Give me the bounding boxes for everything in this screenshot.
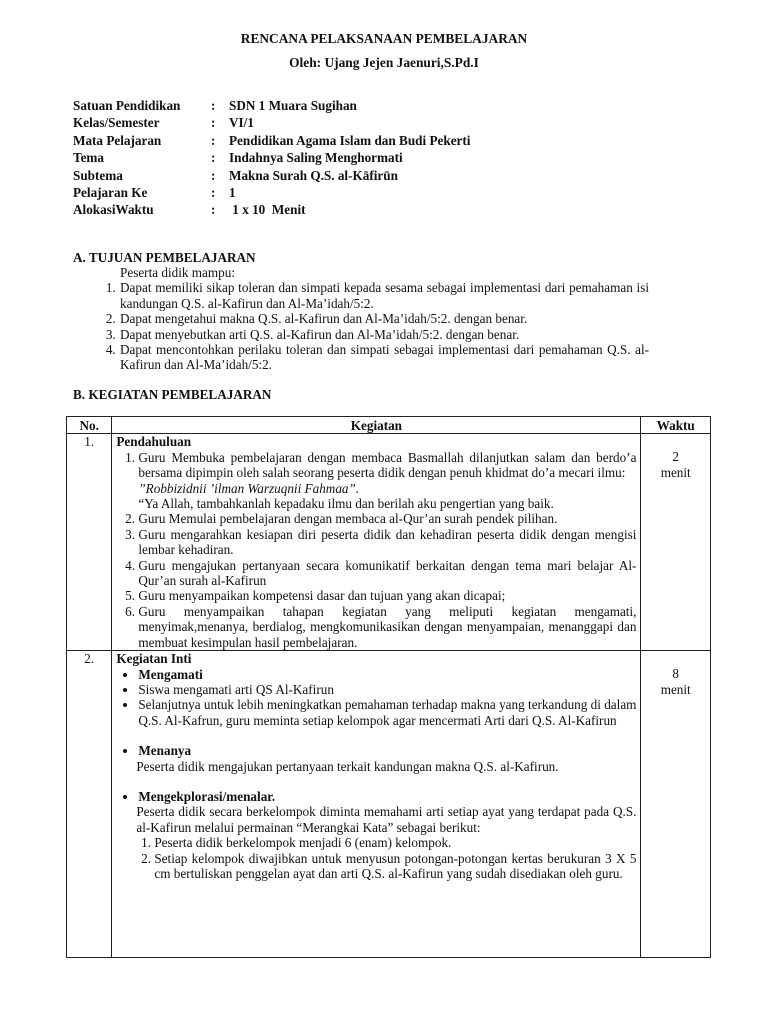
table-row xyxy=(67,434,711,651)
col-header-no: No. xyxy=(67,417,112,434)
info-label: Subtema xyxy=(73,167,123,183)
info-colon: : xyxy=(211,115,216,131)
waktu-number: 8 xyxy=(672,666,680,682)
list-item: 2. Dapat mengetahui makna Q.S. al-Kafirun dan Al-Ma’idah/5:2. dengan benar. xyxy=(119,311,649,326)
waktu-unit: menit xyxy=(660,464,691,480)
info-row xyxy=(73,133,470,150)
info-value: 1 x 10 Menit xyxy=(229,202,306,218)
info-row xyxy=(73,202,470,219)
info-label: Mata Pelajaran xyxy=(73,132,162,148)
eksplorasi-list xyxy=(116,789,636,804)
info-colon: : xyxy=(211,202,216,218)
list-item: 4. Dapat mencontohkan perilaku toleran dan simpati sebagai implementasi dari pemahaman Q.S. al-Kafirun dan Al-Ma’idah/5:2. xyxy=(119,342,649,373)
list-item: • Mengekplorasi/menalar. xyxy=(138,789,636,804)
list-item: 4. Guru mengajukan pertanyaan secara komunikatif berkaitan dengan tema mari belajar Al-Qur’an surah al-Kafirun xyxy=(138,558,636,589)
info-colon: : xyxy=(211,150,216,166)
eksplorasi-text: Peserta didik secara berkelompok diminta memahami arti setiap ayat yang terdapat pada Q.S. al-Kafirun melalui permainan “Merangkai Kata” sebagai berikut: xyxy=(136,804,637,835)
document-title: RENCANA PELAKSANAAN PEMBELAJARAN xyxy=(240,31,528,46)
inti-cell xyxy=(112,651,641,958)
info-value: 1 xyxy=(229,184,236,200)
waktu-unit: menit xyxy=(660,681,691,697)
list-item: 2. Setiap kelompok diwajibkan untuk menyusun potongan-potongan kertas berukuran 3 X 5 cm bertuliskan penggelan ayat dan arti Q.S. al-Kafirun yang sudah disediakan oleh guru. xyxy=(154,851,636,882)
mengamati-list xyxy=(116,667,636,729)
goals-intro: Peserta didik mampu: xyxy=(120,265,236,280)
list-item: 1. Peserta didik berkelompok menjadi 6 (enam) kelompok. xyxy=(154,835,636,850)
info-label: AlokasiWaktu xyxy=(73,202,154,218)
info-colon: : xyxy=(211,167,216,183)
info-colon: : xyxy=(211,132,216,148)
activities-table xyxy=(66,416,711,958)
list-item: 6. Guru menyampaikan tahapan kegiatan yang meliputi kegiatan mengamati, menyimak,menanya, berdialog, mengkomunikasikan dengan menyampaian, menanggapi dan membuat kesimpulan hasil pembelajaran. xyxy=(138,604,636,650)
info-value: SDN 1 Muara Sugihan xyxy=(229,98,357,113)
document-author: Oleh: Ujang Jejen Jaenuri,S.Pd.I xyxy=(289,55,479,70)
menanya-text: Peserta didik mengajukan pertanyaan terkait kandungan makna Q.S. al-Kafirun. xyxy=(136,758,559,774)
info-row xyxy=(73,115,470,132)
info-value: Pendidikan Agama Islam dan Budi Pekerti xyxy=(229,132,471,148)
learning-goals xyxy=(73,265,649,373)
pendahuluan-title: Pendahuluan xyxy=(116,434,192,450)
info-colon: : xyxy=(211,98,216,113)
waktu-number: 2 xyxy=(672,449,680,465)
table-row xyxy=(67,651,711,958)
list-item: 1. Guru Membuka pembelajaran dengan membaca Basmallah dilanjutkan salam dan berdo’a bersama dipimpin oleh salah seorang peserta didik dengan penuh khidmat do’a mecari ilmu: xyxy=(138,450,636,481)
list-item: 3. Dapat menyebutkan arti Q.S. al-Kafirun dan Al-Ma’idah/5:2. dengan benar. xyxy=(119,327,649,342)
info-row xyxy=(73,150,470,167)
waktu-cell xyxy=(641,434,711,651)
list-item: 3. Guru mengarahkan kesiapan diri peserta didik dan kehadiran peserta didik dengan mengisi lembar kehadiran. xyxy=(138,527,636,558)
identity-block xyxy=(73,98,470,220)
section-b-heading: B. KEGIATAN PEMBELAJARAN xyxy=(73,387,272,402)
info-value: VI/1 xyxy=(229,115,254,131)
info-label: Tema xyxy=(73,150,105,166)
info-label: Kelas/Semester xyxy=(73,115,160,131)
goals-list xyxy=(73,280,649,372)
list-item: 1. Dapat memiliki sikap toleran dan simpati kepada sesama sebagai implementasi dari pemahaman isi kandungan Q.S. al-Kafirun dan Al-Ma’idah/5:2. xyxy=(119,280,649,311)
eksplorasi-steps xyxy=(116,835,636,881)
pendahuluan-cell xyxy=(112,434,641,651)
list-item: • Siswa mengamati arti QS Al-Kafirun xyxy=(138,682,636,697)
info-label: Satuan Pendidikan xyxy=(73,98,181,113)
list-item: • Mengamati xyxy=(138,667,636,682)
info-value: Makna Surah Q.S. al-Kāfirūn xyxy=(229,167,398,183)
info-row xyxy=(73,185,470,202)
row-number: 1. xyxy=(67,434,112,651)
row-number: 2. xyxy=(67,651,112,958)
list-item: 5. Guru menyampaikan kompetensi dasar dan tujuan yang akan dicapai; xyxy=(138,588,636,603)
info-row xyxy=(73,168,470,185)
prayer-arabic-latin: ”Robbizidnii ’ilman Warzuqnii Fahmaa”. xyxy=(138,480,360,496)
pendahuluan-steps xyxy=(116,511,636,650)
inti-title: Kegiatan Inti xyxy=(116,651,192,667)
prayer-translation: “Ya Allah, tambahkanlah kepadaku ilmu dan berilah aku pengertian yang baik. xyxy=(138,496,554,512)
pendahuluan-step-1 xyxy=(116,450,636,481)
list-item: • Selanjutnya untuk lebih meningkatkan pemahaman terhadap makna yang terkandung di dalam Q.S. Al-Kafrun, guru meminta setiap kelompok agar mencermati Arti dari Q.S. Al-Kafirun xyxy=(138,697,636,728)
list-item: • Menanya xyxy=(138,743,636,758)
menanya-list xyxy=(116,743,636,758)
col-header-waktu: Waktu xyxy=(641,417,711,434)
info-label: Pelajaran Ke xyxy=(73,184,148,200)
info-value: Indahnya Saling Menghormati xyxy=(229,150,403,166)
waktu-cell xyxy=(641,651,711,958)
section-a-heading: A. TUJUAN PEMBELAJARAN xyxy=(73,250,256,265)
info-row xyxy=(73,98,470,115)
list-item: 2. Guru Memulai pembelajaran dengan membaca al-Qur’an surah pendek pilihan. xyxy=(138,511,636,526)
col-header-kegiatan: Kegiatan xyxy=(112,417,641,434)
info-colon: : xyxy=(211,184,216,200)
table-header-row xyxy=(67,417,711,434)
